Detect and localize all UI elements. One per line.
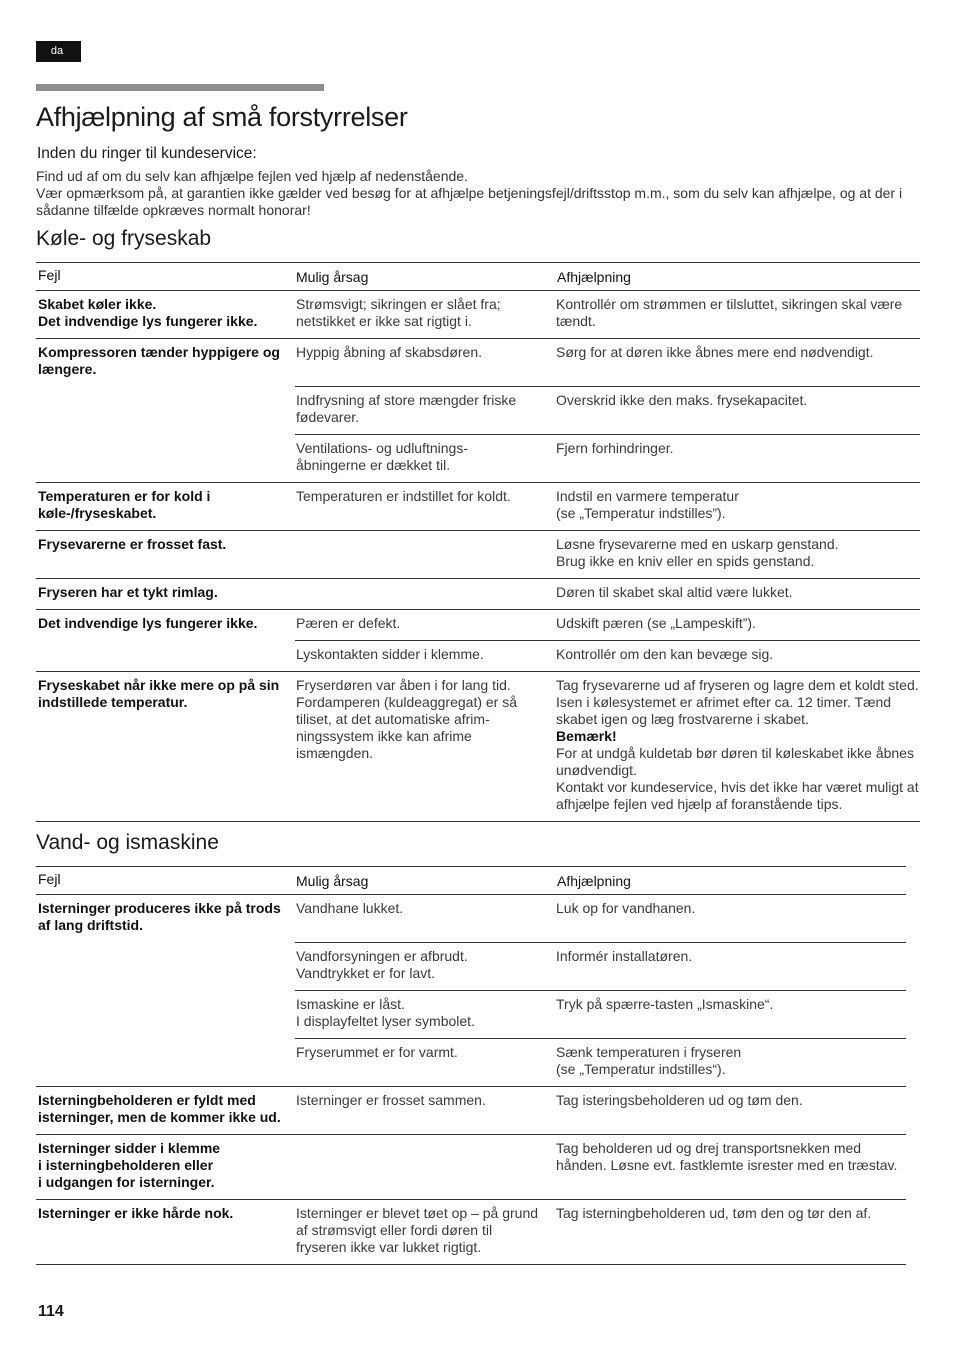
cause-cell: Fryserdøren var åben i for lang tid. Fordamperen (kuldeaggregat) er så tiliset, at det automatiske afrim- ningssystem ikke kan afrime ismængden. <box>295 671 546 821</box>
remedy-note: For at undgå kuldetab bør døren til køleskabet ikke åbnes unødvendigt. Kontakt vor kundeservice, hvis det ikke har været muligt at afhjælpe fejlen ved hjælp af foranstående tips. <box>556 744 919 812</box>
header-remedy: Afhjælpning <box>555 263 920 291</box>
table-row <box>36 1134 906 1199</box>
table-row <box>36 434 920 482</box>
fault-cell: Isterninger sidder i klemme i isterningbeholderen eller i udgangen for isterninger. <box>36 1134 286 1199</box>
table-row <box>36 578 920 609</box>
section-heading-fridge: Køle- og fryseskab <box>36 227 212 250</box>
cause-cell: Hyppig åbning af skabsdøren. <box>295 339 546 387</box>
cause-cell: Isterninger er blevet tøet op – på grund af strømsvigt eller fordi døren til fryseren ikke var lukket rigtigt. <box>295 1199 546 1264</box>
header-bar <box>36 84 324 91</box>
remedy-cell: Informér installatøren. <box>555 942 906 990</box>
remedy-cell: Sørg for at døren ikke åbnes mere end nødvendigt. <box>555 339 920 387</box>
remedy-cell <box>555 671 920 821</box>
remedy-cell: Indstil en varmere temperatur (se „Temperatur indstilles”). <box>555 482 920 530</box>
remedy-cell: Overskrid ikke den maks. frysekapacitet. <box>555 386 920 434</box>
fault-cell: Isterninger produceres ikke på trods af lang driftstid. <box>38 900 281 933</box>
table-row <box>36 1038 906 1086</box>
intro-line: Find ud af om du selv kan afhjælpe fejlen ved hjælp af nedenstående. <box>36 168 468 184</box>
table-row <box>36 609 920 640</box>
fault-cell <box>36 1038 286 1086</box>
cause-cell: Temperaturen er indstillet for koldt. <box>295 482 546 530</box>
page-title: Afhjælpning af små forstyrrelser <box>36 102 408 132</box>
table-row <box>36 990 906 1038</box>
cause-cell: Indfrysning af store mængder friske fødevarer. <box>295 386 546 434</box>
table-row <box>36 339 920 387</box>
table-row <box>36 640 920 671</box>
remedy-cell: Sænk temperaturen i fryseren (se „Temperatur indstilles“). <box>555 1038 906 1086</box>
cause-cell: Ismaskine er låst. I displayfeltet lyser symbolet. <box>295 990 546 1038</box>
cause-cell: Fryserummet er for varmt. <box>295 1038 546 1086</box>
table-row <box>36 386 920 434</box>
fault-cell: Kompressoren tænder hyppigere og længere. <box>38 344 280 377</box>
fault-cell: Temperaturen er for kold i køle-/fryseskabet. <box>36 482 286 530</box>
remedy-cell: Tryk på spærre-tasten „Ismaskine“. <box>555 990 906 1038</box>
fault-cell: Isterninger er ikke hårde nok. <box>36 1199 286 1264</box>
remedy-cell: Løsne frysevarerne med en uskarp genstand. Brug ikke en kniv eller en spids genstand. <box>555 530 920 578</box>
intro-line: Vær opmærksom på, at garantien ikke gælder ved besøg for at afhjælpe betjeningsfejl/driftsstop m.m., som du selv kan afhjælpe, og at der i sådanne tilfælde opkræves normalt honorar! <box>36 185 903 218</box>
fault-cell: Isterningbeholderen er fyldt med isterninger, men de kommer ikke ud. <box>36 1086 286 1134</box>
language-tag: da <box>36 41 81 62</box>
cause-cell <box>295 1134 546 1199</box>
fault-cell <box>36 640 286 671</box>
cause-cell: Vandforsyningen er afbrudt. Vandtrykket er for lavt. <box>295 942 546 990</box>
fridge-troubleshooting-table <box>36 262 920 822</box>
intro-text <box>36 168 916 219</box>
table-row <box>36 895 906 943</box>
cause-cell <box>295 578 546 609</box>
fault-cell <box>36 434 286 482</box>
fault-cell: Fryseskabet når ikke mere op på sin indstillede temperatur. <box>36 671 286 821</box>
header-remedy: Afhjælpning <box>555 867 906 895</box>
cause-cell: Lyskontakten sidder i klemme. <box>295 640 546 671</box>
table-row <box>36 530 920 578</box>
remedy-note-label: Bemærk! <box>556 727 617 744</box>
page-number: 114 <box>38 1303 64 1320</box>
remedy-text: Tag frysevarerne ud af fryseren og lagre dem et koldt sted. Isen i kølesystemet er afrimet efter ca. 12 timer. Tænd skabet igen og læg frostvarerne i skabet. <box>556 676 919 727</box>
remedy-cell: Fjern forhindringer. <box>555 434 920 482</box>
fault-cell <box>36 386 286 434</box>
table-header-row <box>36 263 920 291</box>
table-row <box>36 1199 906 1264</box>
fault-cell: Frysevarerne er frosset fast. <box>36 530 286 578</box>
table-row <box>36 671 920 821</box>
remedy-cell: Udskift pæren (se „Lampeskift”). <box>555 609 920 640</box>
table-row <box>36 942 906 990</box>
header-cause: Mulig årsag <box>295 263 546 291</box>
icemaker-troubleshooting-table <box>36 866 906 1265</box>
remedy-cell: Tag beholderen ud og drej transportsnekken med hånden. Løsne evt. fastklemte isrester med en træstav. <box>555 1134 906 1199</box>
cause-cell: Vandhane lukket. <box>295 895 546 943</box>
remedy-cell: Luk op for vandhanen. <box>555 895 906 943</box>
table-row <box>36 1086 906 1134</box>
table-row <box>36 291 920 339</box>
cause-cell: Ventilations- og udluftnings- åbningerne er dækket til. <box>295 434 546 482</box>
remedy-cell: Tag isteringsbeholderen ud og tøm den. <box>555 1086 906 1134</box>
remedy-cell: Kontrollér om den kan bevæge sig. <box>555 640 920 671</box>
cause-cell: Isterninger er frosset sammen. <box>295 1086 546 1134</box>
remedy-cell: Tag isterningbeholderen ud, tøm den og tør den af. <box>555 1199 906 1264</box>
header-fault: Fejl <box>36 867 286 895</box>
table-header-row <box>36 867 906 895</box>
fault-cell: Skabet køler ikke. Det indvendige lys fungerer ikke. <box>36 291 286 339</box>
fault-cell <box>36 990 286 1038</box>
header-fault: Fejl <box>36 263 286 291</box>
cause-cell: Strømsvigt; sikringen er slået fra; netstikket er ikke sat rigtigt i. <box>295 291 546 339</box>
page-subtitle: Inden du ringer til kundeservice: <box>37 145 257 162</box>
section-heading-ice-maker: Vand- og ismaskine <box>36 831 219 854</box>
header-cause: Mulig årsag <box>295 867 546 895</box>
fault-cell: Det indvendige lys fungerer ikke. <box>38 614 258 631</box>
cause-cell: Pæren er defekt. <box>295 609 546 640</box>
remedy-cell: Kontrollér om strømmen er tilsluttet, sikringen skal være tændt. <box>555 291 920 339</box>
table-row <box>36 482 920 530</box>
cause-cell <box>295 530 546 578</box>
fault-cell: Fryseren har et tykt rimlag. <box>36 578 286 609</box>
remedy-cell: Døren til skabet skal altid være lukket. <box>555 578 920 609</box>
fault-cell <box>36 942 286 990</box>
